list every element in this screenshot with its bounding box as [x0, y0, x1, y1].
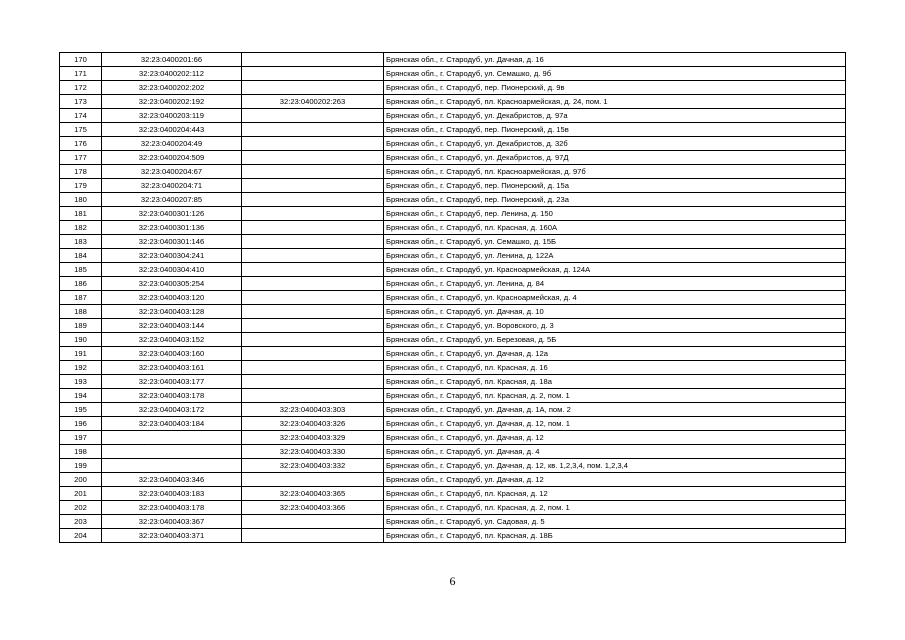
row-number-cell: 174 — [60, 109, 102, 123]
table-row — [60, 221, 846, 235]
cadastral-number-cell: 32:23:0400403:178 — [102, 501, 242, 515]
row-number-cell: 185 — [60, 263, 102, 277]
cadastral-number-cell: 32:23:0400403:160 — [102, 347, 242, 361]
row-number-cell: 173 — [60, 95, 102, 109]
row-number-cell: 175 — [60, 123, 102, 137]
address-cell: Брянская обл., г. Стародуб, ул. Дачная, д. 1А, пом. 2 — [384, 403, 846, 417]
address-cell: Брянская обл., г. Стародуб, пл. Красная, д. 18Б — [384, 529, 846, 543]
table-row — [60, 403, 846, 417]
table-row — [60, 487, 846, 501]
row-number-cell: 182 — [60, 221, 102, 235]
cadastral-number-secondary-cell — [242, 137, 384, 151]
cadastral-number-cell: 32:23:0400202:192 — [102, 95, 242, 109]
cadastral-number-secondary-cell: 32:23:0400403:329 — [242, 431, 384, 445]
table-row — [60, 207, 846, 221]
row-number-cell: 179 — [60, 179, 102, 193]
row-number-cell: 190 — [60, 333, 102, 347]
table-row — [60, 515, 846, 529]
cadastral-number-cell: 32:23:0400202:112 — [102, 67, 242, 81]
page-number: 6 — [449, 574, 456, 588]
cadastral-number-cell: 32:23:0400403:144 — [102, 319, 242, 333]
row-number-cell: 177 — [60, 151, 102, 165]
cadastral-number-secondary-cell — [242, 277, 384, 291]
cadastral-number-cell — [102, 459, 242, 473]
address-cell: Брянская обл., г. Стародуб, ул. Садовая, д. 5 — [384, 515, 846, 529]
table-row — [60, 529, 846, 543]
address-cell: Брянская обл., г. Стародуб, пл. Красная, д. 160А — [384, 221, 846, 235]
row-number-cell: 170 — [60, 53, 102, 67]
address-cell: Брянская обл., г. Стародуб, ул. Красноармейская, д. 4 — [384, 291, 846, 305]
address-cell: Брянская обл., г. Стародуб, ул. Дачная, д. 16 — [384, 53, 846, 67]
table-row — [60, 95, 846, 109]
address-cell: Брянская обл., г. Стародуб, ул. Ленина, д. 122А — [384, 249, 846, 263]
table-row — [60, 235, 846, 249]
table-row — [60, 431, 846, 445]
cadastral-number-secondary-cell — [242, 123, 384, 137]
cadastral-number-cell: 32:23:0400304:241 — [102, 249, 242, 263]
address-cell: Брянская обл., г. Стародуб, ул. Дачная, д. 12, кв. 1,2,3,4, пом. 1,2,3,4 — [384, 459, 846, 473]
cadastral-number-cell: 32:23:0400403:184 — [102, 417, 242, 431]
cadastral-number-secondary-cell — [242, 319, 384, 333]
address-cell: Брянская обл., г. Стародуб, пер. Пионерский, д. 15а — [384, 179, 846, 193]
row-number-cell: 193 — [60, 375, 102, 389]
row-number-cell: 189 — [60, 319, 102, 333]
cadastral-number-secondary-cell: 32:23:0400403:365 — [242, 487, 384, 501]
address-cell: Брянская обл., г. Стародуб, ул. Семашко, д. 9б — [384, 67, 846, 81]
cadastral-number-cell: 32:23:0400204:509 — [102, 151, 242, 165]
table-row — [60, 193, 846, 207]
cadastral-number-secondary-cell: 32:23:0400202:263 — [242, 95, 384, 109]
cadastral-number-secondary-cell — [242, 361, 384, 375]
table-row — [60, 319, 846, 333]
cadastral-number-secondary-cell — [242, 165, 384, 179]
address-cell: Брянская обл., г. Стародуб, ул. Дачная, д. 12, пом. 1 — [384, 417, 846, 431]
table-row — [60, 333, 846, 347]
address-cell: Брянская обл., г. Стародуб, пл. Красная, д. 12 — [384, 487, 846, 501]
address-cell: Брянская обл., г. Стародуб, ул. Дачная, д. 12 — [384, 473, 846, 487]
cadastral-number-cell: 32:23:0400301:146 — [102, 235, 242, 249]
address-cell: Брянская обл., г. Стародуб, пер. Пионерский, д. 9в — [384, 81, 846, 95]
row-number-cell: 172 — [60, 81, 102, 95]
row-number-cell: 186 — [60, 277, 102, 291]
table-row — [60, 179, 846, 193]
cadastral-number-cell: 32:23:0400202:202 — [102, 81, 242, 95]
address-cell: Брянская обл., г. Стародуб, пл. Красноармейская, д. 97б — [384, 165, 846, 179]
row-number-cell: 181 — [60, 207, 102, 221]
registry-table-body — [60, 53, 846, 543]
cadastral-number-secondary-cell — [242, 179, 384, 193]
table-row — [60, 137, 846, 151]
row-number-cell: 200 — [60, 473, 102, 487]
table-row — [60, 417, 846, 431]
cadastral-number-cell: 32:23:0400207:85 — [102, 193, 242, 207]
address-cell: Брянская обл., г. Стародуб, пер. Пионерский, д. 15в — [384, 123, 846, 137]
cadastral-number-cell: 32:23:0400403:183 — [102, 487, 242, 501]
cadastral-number-secondary-cell — [242, 53, 384, 67]
address-cell: Брянская обл., г. Стародуб, ул. Декабристов, д. 97Д — [384, 151, 846, 165]
address-cell: Брянская обл., г. Стародуб, ул. Декабристов, д. 32б — [384, 137, 846, 151]
cadastral-number-cell: 32:23:0400204:71 — [102, 179, 242, 193]
row-number-cell: 176 — [60, 137, 102, 151]
address-cell: Брянская обл., г. Стародуб, ул. Воровского, д. 3 — [384, 319, 846, 333]
table-row — [60, 291, 846, 305]
cadastral-number-secondary-cell: 32:23:0400403:303 — [242, 403, 384, 417]
address-cell: Брянская обл., г. Стародуб, пл. Красная, д. 16 — [384, 361, 846, 375]
row-number-cell: 194 — [60, 389, 102, 403]
row-number-cell: 180 — [60, 193, 102, 207]
table-row — [60, 389, 846, 403]
address-cell: Брянская обл., г. Стародуб, ул. Красноармейская, д. 124А — [384, 263, 846, 277]
cadastral-number-secondary-cell — [242, 235, 384, 249]
table-row — [60, 109, 846, 123]
cadastral-number-cell: 32:23:0400204:49 — [102, 137, 242, 151]
table-row — [60, 263, 846, 277]
cadastral-number-cell: 32:23:0400403:178 — [102, 389, 242, 403]
cadastral-number-cell: 32:23:0400403:371 — [102, 529, 242, 543]
cadastral-number-cell: 32:23:0400403:172 — [102, 403, 242, 417]
table-row — [60, 165, 846, 179]
cadastral-number-secondary-cell — [242, 291, 384, 305]
cadastral-number-cell: 32:23:0400304:410 — [102, 263, 242, 277]
table-row — [60, 347, 846, 361]
cadastral-number-secondary-cell — [242, 81, 384, 95]
row-number-cell: 188 — [60, 305, 102, 319]
table-row — [60, 277, 846, 291]
cadastral-number-secondary-cell — [242, 347, 384, 361]
table-row — [60, 305, 846, 319]
cadastral-number-secondary-cell — [242, 67, 384, 81]
table-row — [60, 67, 846, 81]
address-cell: Брянская обл., г. Стародуб, ул. Ленина, д. 84 — [384, 277, 846, 291]
row-number-cell: 183 — [60, 235, 102, 249]
table-row — [60, 501, 846, 515]
row-number-cell: 187 — [60, 291, 102, 305]
address-cell: Брянская обл., г. Стародуб, ул. Декабристов, д. 97а — [384, 109, 846, 123]
cadastral-number-secondary-cell — [242, 109, 384, 123]
address-cell: Брянская обл., г. Стародуб, пл. Красноармейская, д. 24, пом. 1 — [384, 95, 846, 109]
registry-table — [59, 52, 846, 543]
table-row — [60, 249, 846, 263]
cadastral-number-secondary-cell — [242, 207, 384, 221]
cadastral-number-secondary-cell — [242, 249, 384, 263]
table-row — [60, 375, 846, 389]
address-cell: Брянская обл., г. Стародуб, ул. Семашко, д. 15Б — [384, 235, 846, 249]
cadastral-number-cell — [102, 431, 242, 445]
cadastral-number-cell: 32:23:0400204:443 — [102, 123, 242, 137]
table-row — [60, 473, 846, 487]
address-cell: Брянская обл., г. Стародуб, пл. Красная, д. 2, пом. 1 — [384, 389, 846, 403]
row-number-cell: 202 — [60, 501, 102, 515]
cadastral-number-cell: 32:23:0400301:136 — [102, 221, 242, 235]
address-cell: Брянская обл., г. Стародуб, пер. Ленина, д. 150 — [384, 207, 846, 221]
row-number-cell: 192 — [60, 361, 102, 375]
cadastral-number-secondary-cell — [242, 333, 384, 347]
cadastral-number-cell: 32:23:0400403:152 — [102, 333, 242, 347]
address-cell: Брянская обл., г. Стародуб, ул. Дачная, д. 12 — [384, 431, 846, 445]
cadastral-number-cell: 32:23:0400201:66 — [102, 53, 242, 67]
cadastral-number-cell: 32:23:0400403:161 — [102, 361, 242, 375]
cadastral-number-secondary-cell: 32:23:0400403:332 — [242, 459, 384, 473]
row-number-cell: 195 — [60, 403, 102, 417]
cadastral-number-secondary-cell — [242, 375, 384, 389]
cadastral-number-secondary-cell — [242, 221, 384, 235]
cadastral-number-secondary-cell: 32:23:0400403:366 — [242, 501, 384, 515]
cadastral-number-cell: 32:23:0400403:128 — [102, 305, 242, 319]
cadastral-number-cell: 32:23:0400301:126 — [102, 207, 242, 221]
table-row — [60, 459, 846, 473]
row-number-cell: 203 — [60, 515, 102, 529]
address-cell: Брянская обл., г. Стародуб, ул. Дачная, д. 12а — [384, 347, 846, 361]
cadastral-number-secondary-cell — [242, 193, 384, 207]
table-row — [60, 361, 846, 375]
row-number-cell: 178 — [60, 165, 102, 179]
cadastral-number-secondary-cell — [242, 151, 384, 165]
row-number-cell: 204 — [60, 529, 102, 543]
cadastral-number-cell: 32:23:0400403:346 — [102, 473, 242, 487]
cadastral-number-cell: 32:23:0400403:177 — [102, 375, 242, 389]
cadastral-number-secondary-cell — [242, 389, 384, 403]
cadastral-number-cell: 32:23:0400403:120 — [102, 291, 242, 305]
table-row — [60, 123, 846, 137]
table-row — [60, 445, 846, 459]
table-row — [60, 53, 846, 67]
row-number-cell: 198 — [60, 445, 102, 459]
address-cell: Брянская обл., г. Стародуб, пл. Красная, д. 2, пом. 1 — [384, 501, 846, 515]
row-number-cell: 199 — [60, 459, 102, 473]
cadastral-number-secondary-cell — [242, 263, 384, 277]
table-row — [60, 151, 846, 165]
cadastral-number-cell — [102, 445, 242, 459]
cadastral-number-secondary-cell — [242, 305, 384, 319]
row-number-cell: 196 — [60, 417, 102, 431]
address-cell: Брянская обл., г. Стародуб, ул. Дачная, д. 10 — [384, 305, 846, 319]
cadastral-number-secondary-cell: 32:23:0400403:326 — [242, 417, 384, 431]
address-cell: Брянская обл., г. Стародуб, ул. Березовая, д. 5Б — [384, 333, 846, 347]
cadastral-number-secondary-cell — [242, 473, 384, 487]
cadastral-number-secondary-cell — [242, 529, 384, 543]
cadastral-number-secondary-cell: 32:23:0400403:330 — [242, 445, 384, 459]
row-number-cell: 191 — [60, 347, 102, 361]
address-cell: Брянская обл., г. Стародуб, пер. Пионерский, д. 23а — [384, 193, 846, 207]
cadastral-number-cell: 32:23:0400203:119 — [102, 109, 242, 123]
cadastral-number-cell: 32:23:0400403:367 — [102, 515, 242, 529]
row-number-cell: 171 — [60, 67, 102, 81]
table-row — [60, 81, 846, 95]
row-number-cell: 201 — [60, 487, 102, 501]
address-cell: Брянская обл., г. Стародуб, пл. Красная, д. 18а — [384, 375, 846, 389]
cadastral-number-cell: 32:23:0400305:254 — [102, 277, 242, 291]
row-number-cell: 197 — [60, 431, 102, 445]
address-cell: Брянская обл., г. Стародуб, ул. Дачная, д. 4 — [384, 445, 846, 459]
row-number-cell: 184 — [60, 249, 102, 263]
cadastral-number-secondary-cell — [242, 515, 384, 529]
cadastral-number-cell: 32:23:0400204:67 — [102, 165, 242, 179]
